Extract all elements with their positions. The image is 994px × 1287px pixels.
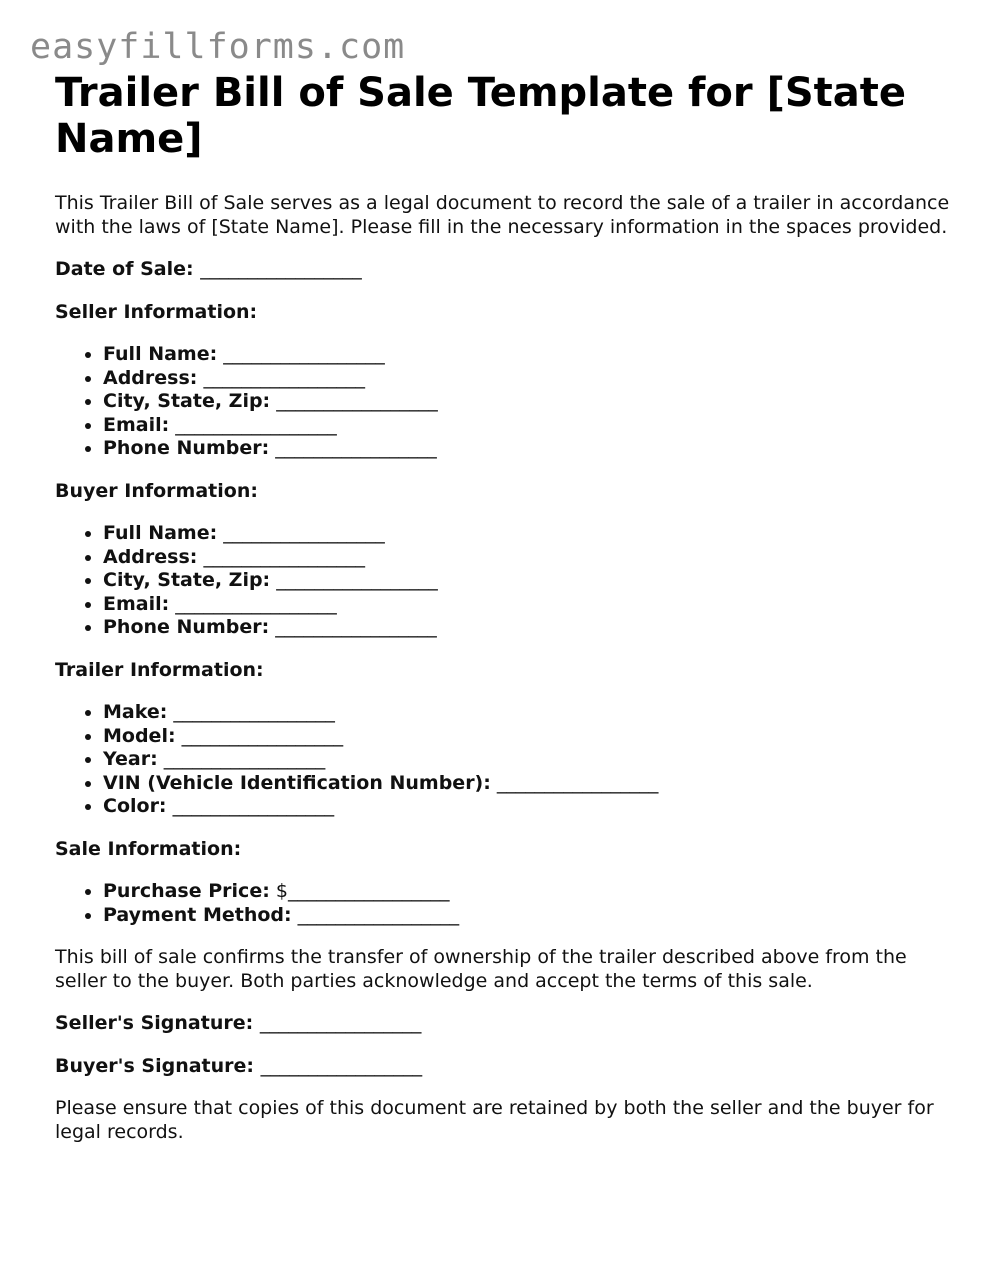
seller-address-label: Address: <box>103 366 198 389</box>
list-item <box>103 414 955 438</box>
buyer-field-list <box>55 522 955 640</box>
seller-signature-field <box>55 1012 955 1036</box>
seller-address-blank[interactable]: _________________ <box>203 366 365 389</box>
buyer-signature-blank[interactable]: _________________ <box>260 1054 423 1077</box>
buyer-city-state-zip-blank[interactable]: _________________ <box>276 569 438 591</box>
list-item <box>103 343 955 367</box>
seller-section-heading: Seller Information: <box>55 300 258 323</box>
buyer-email-blank[interactable]: _________________ <box>175 592 337 615</box>
buyer-section-heading: Buyer Information: <box>55 479 258 502</box>
list-item <box>103 569 955 593</box>
trailer-vin-label: VIN (Vehicle Identification Number): <box>103 771 491 794</box>
trailer-make-label: Make: <box>103 701 168 723</box>
list-item <box>103 522 955 546</box>
purchase-price-label: Purchase Price: <box>103 880 270 902</box>
list-item <box>103 904 955 928</box>
sale-section-heading: Sale Information: <box>55 837 242 860</box>
trailer-color-label: Color: <box>103 795 167 817</box>
list-item <box>103 593 955 617</box>
sale-field-list <box>55 880 955 927</box>
list-item <box>103 546 955 570</box>
purchase-price-blank[interactable]: _________________ <box>287 880 450 902</box>
list-item <box>103 437 955 461</box>
confirmation-paragraph: This bill of sale confirms the transfer of ownership of the trailer described above from the seller to the buyer. Both parties acknowledge and accept the terms of this sale. <box>55 946 907 992</box>
payment-method-label: Payment Method: <box>103 903 292 926</box>
buyer-address-blank[interactable]: _________________ <box>203 545 365 568</box>
list-item <box>103 367 955 391</box>
buyer-signature-field <box>55 1055 955 1079</box>
seller-city-state-zip-blank[interactable]: _________________ <box>276 390 438 412</box>
list-item <box>103 725 955 749</box>
buyer-email-label: Email: <box>103 592 170 615</box>
list-item <box>103 880 955 904</box>
seller-field-list <box>55 343 955 461</box>
list-item <box>103 616 955 640</box>
seller-signature-blank[interactable]: _________________ <box>259 1012 422 1034</box>
seller-email-label: Email: <box>103 413 170 436</box>
trailer-make-blank[interactable]: _________________ <box>173 701 335 723</box>
buyer-phone-label: Phone Number: <box>103 616 270 638</box>
date-of-sale-field <box>55 258 955 282</box>
trailer-model-label: Model: <box>103 724 176 747</box>
document-title: Trailer Bill of Sale Template for [State Name] <box>55 70 907 162</box>
seller-city-state-zip-label: City, State, Zip: <box>103 390 271 412</box>
seller-full-name-label: Full Name: <box>103 343 218 365</box>
trailer-model-blank[interactable]: _________________ <box>181 724 344 747</box>
list-item <box>103 390 955 414</box>
purchase-price-currency: $ <box>275 880 288 902</box>
payment-method-blank[interactable]: _________________ <box>297 903 460 926</box>
date-of-sale-label: Date of Sale: <box>55 258 194 280</box>
seller-phone-blank[interactable]: _________________ <box>275 437 437 459</box>
document-body <box>55 70 955 1144</box>
buyer-signature-label: Buyer's Signature: <box>55 1054 254 1077</box>
list-item <box>103 795 955 819</box>
seller-email-blank[interactable]: _________________ <box>175 413 337 436</box>
trailer-section-heading: Trailer Information: <box>55 658 264 681</box>
buyer-city-state-zip-label: City, State, Zip: <box>103 569 271 591</box>
buyer-phone-blank[interactable]: _________________ <box>275 616 437 638</box>
watermark-logo: easyfillforms.com <box>30 27 406 67</box>
list-item <box>103 772 955 796</box>
date-of-sale-blank[interactable]: _________________ <box>200 258 362 280</box>
trailer-year-blank[interactable]: _________________ <box>163 748 326 770</box>
footer-note: Please ensure that copies of this document are retained by both the seller and the buyer for legal records. <box>55 1097 934 1143</box>
seller-full-name-blank[interactable]: _________________ <box>223 343 385 365</box>
list-item <box>103 748 955 772</box>
trailer-field-list <box>55 701 955 819</box>
trailer-year-label: Year: <box>103 748 158 770</box>
buyer-full-name-blank[interactable]: _________________ <box>223 522 385 544</box>
trailer-vin-blank[interactable]: _________________ <box>496 771 659 794</box>
trailer-color-blank[interactable]: _________________ <box>172 795 335 817</box>
intro-paragraph: This Trailer Bill of Sale serves as a legal document to record the sale of a trailer in accordance with the laws of [State Name]. Please fill in the necessary information in the spaces provided. <box>55 192 950 238</box>
seller-signature-label: Seller's Signature: <box>55 1012 254 1034</box>
buyer-full-name-label: Full Name: <box>103 522 218 544</box>
seller-phone-label: Phone Number: <box>103 437 270 459</box>
buyer-address-label: Address: <box>103 545 198 568</box>
list-item <box>103 701 955 725</box>
